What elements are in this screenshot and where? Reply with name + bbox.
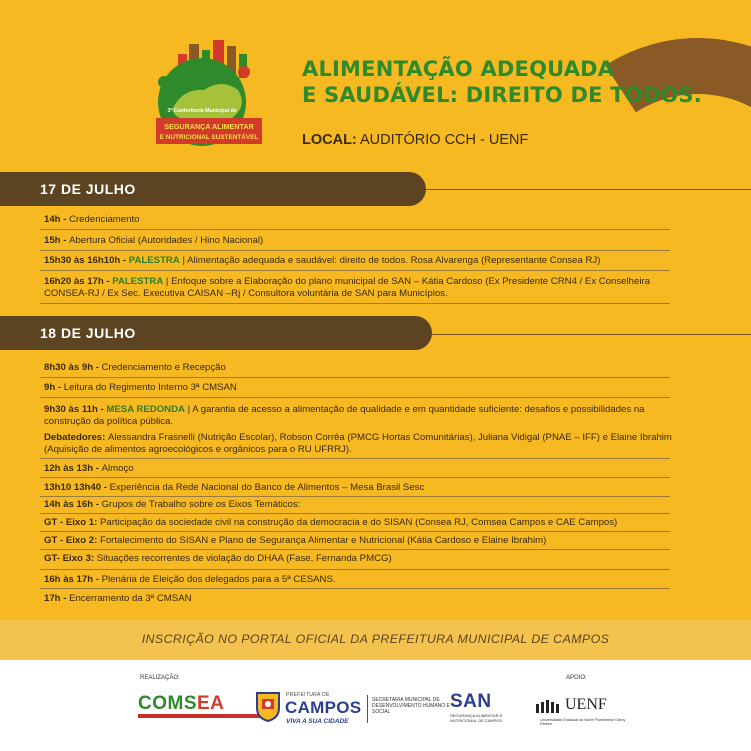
list-item: 9h - Leitura do Regimento Interno 3ª CMSAN	[44, 382, 237, 393]
list-item: 16h às 17h - Plenária de Eleição dos delegados para a 5ª CESANS.	[44, 574, 336, 585]
list-item: 14h às 16h - Grupos de Trabalho sobre os Eixos Temáticos:	[44, 499, 301, 510]
day1-header: 17 DE JULHO	[0, 172, 426, 206]
divider	[40, 303, 670, 304]
list-item: Debatedores: Alessandra Frasnelli (Nutrição Escolar), Robson Corrêa (PMCG Hortas Comunitárias), Juliana Vidigal (PNAE – IFF) e Elaine Ibrahim (Aquisição de alimentos agroecológicos e orgânicos para o RU UFRRJ).	[44, 432, 672, 456]
divider	[40, 496, 670, 497]
list-item: 13h10 13h40 - Experiência da Rede Nacional do Banco de Alimentos – Mesa Brasil Sesc	[44, 482, 425, 493]
divider	[40, 588, 670, 589]
campos-logo: CAMPOS	[285, 698, 362, 717]
list-item: GT - Eixo 1: Participação da sociedade civil na construção da democracia e do SISAN (Consea RJ, Comsea Campos e CAE Campos)	[44, 517, 618, 528]
registration-notice: INSCRIÇÃO NO PORTAL OFICIAL DA PREFEITURA MUNICIPAL DE CAMPOS	[141, 632, 610, 646]
location-label: LOCAL:	[302, 132, 357, 148]
san-logo: SAN	[450, 691, 492, 712]
campos-slogan: VIVA A SUA CIDADE	[286, 718, 349, 725]
divider	[40, 569, 670, 570]
event-location	[302, 132, 528, 148]
san-subtitle: SEGURANÇA ALIMENTAR E NUTRICIONAL DE CAMPOS	[450, 713, 503, 723]
divider	[40, 377, 670, 378]
divider	[40, 513, 670, 514]
location-value: AUDITÓRIO CCH - UENF	[360, 132, 529, 148]
list-item: 16h20 às 17h - PALESTRA | Enfoque sobre a Elaboração do plano municipal de SAN – Kátia Cardoso (Ex Presidente CRN4 / Ex Conselheira CONSEA-RJ / Ex Sec. Executiva CAISAN –Rj / Consultora voluntária de SAN para Municípios.	[44, 276, 650, 300]
secretaria-label: SECRETARIA MUNICIPAL DE DESENVOLVIMENTO HUMANO E SOCIAL	[372, 697, 450, 715]
divider	[40, 477, 670, 478]
divider	[40, 270, 670, 271]
divider	[40, 397, 670, 398]
conference-logo	[142, 32, 282, 156]
list-item: 15h - Abertura Oficial (Autoridades / Hino Nacional)	[44, 235, 264, 246]
divider	[40, 549, 670, 550]
comsea-bar	[138, 714, 262, 718]
campos-shield-icon	[255, 690, 281, 722]
logo-line2: E NUTRICIONAL SUSTENTÁVEL	[159, 134, 259, 141]
list-item: 15h30 às 16h10h - PALESTRA | Alimentação adequada e saudável: direito de todos. Rosa Alvarenga (Representante Consea RJ)	[44, 255, 601, 266]
event-title	[302, 56, 722, 108]
uenf-logo: UENF	[565, 696, 607, 713]
divider	[40, 458, 670, 459]
title-line1: ALIMENTAÇÃO ADEQUADA	[302, 57, 615, 81]
list-item: GT - Eixo 2: Fortalecimento do SISAN e Plano de Segurança Alimentar e Nutricional (Kátia Cardoso e Elaine Ibrahim)	[44, 535, 547, 546]
prefeitura-label: PREFEITURA DE	[286, 692, 330, 698]
logo-edition: 3ª Conferência Municipal de	[167, 108, 237, 114]
title-line2: E SAUDÁVEL: DIREITO DE TODOS.	[302, 83, 702, 107]
logo-line1: SEGURANÇA ALIMENTAR	[164, 122, 254, 131]
uenf-emblem-icon	[534, 698, 562, 714]
list-item: 8h30 às 9h - Credenciamento e Recepção	[44, 362, 226, 373]
list-item: 17h - Encerramento da 3ª CMSAN	[44, 593, 192, 604]
comsea-logo: COMSEA	[138, 693, 225, 714]
day2-header: 18 DE JULHO	[0, 316, 432, 350]
list-item: 12h às 13h - Almoço	[44, 463, 134, 474]
divider	[40, 229, 670, 230]
divider	[40, 531, 670, 532]
divider	[40, 250, 670, 251]
realizacao-label: REALIZAÇÃO:	[140, 675, 180, 681]
apoio-label: APOIO:	[566, 675, 587, 681]
list-item: 9h30 às 11h - MESA REDONDA | A garantia de acesso a alimentação de qualidade e em quantidade suficiente: desafios e possibilidades na construção da política pública.	[44, 404, 645, 428]
list-item: GT- Eixo 3: Situações recorrentes de violação do DHAA (Fase, Fernanda PMCG)	[44, 553, 392, 564]
uenf-subtitle: Universidade Estadual do Norte Fluminense Darcy Ribeiro	[540, 718, 626, 726]
divider	[367, 695, 368, 723]
list-item: 14h - Credenciamento	[44, 214, 140, 225]
